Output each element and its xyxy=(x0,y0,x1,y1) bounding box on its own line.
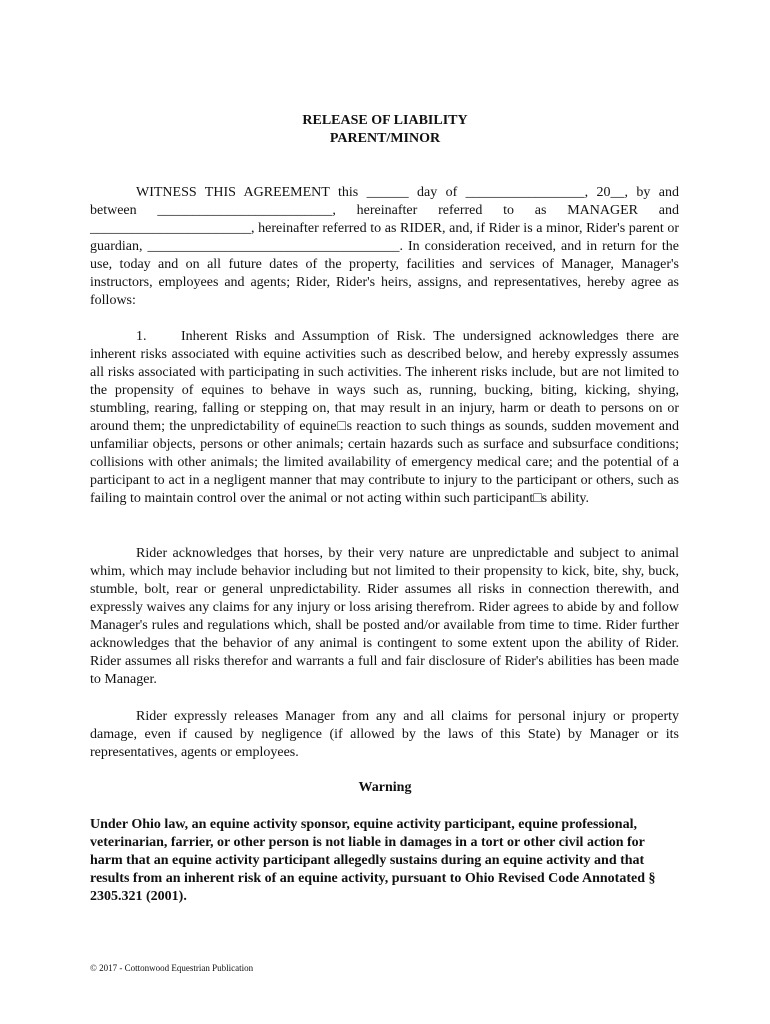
agreement-intro-paragraph: WITNESS THIS AGREEMENT this ______ day of _________________, 20__, by and between _________________________, hereinafter referred to as MANAGER and _______________________, hereinafter referred to as RIDER, and, if Rider is a minor, Rider's parent or guardian, ____________________________________. In consideration received, and in return for the use, today and on all future dates of the property, facilities and services of Manager, Manager's instructors, employees and agents; Rider, Rider's heirs, assigns, and representatives, hereby agree as follows: xyxy=(90,185,679,308)
warning-heading: Warning xyxy=(358,780,412,795)
paragraph-number: 1. xyxy=(136,329,147,344)
inherent-risks-text: Inherent Risks and Assumption of Risk. The undersigned acknowledges there are inherent risks associated with equine activities such as described below, and hereby expressly assumes all risks associated with participating in such activities. The inherent risks include, but are not limited to the propensity of equines to behave in ways such as, running, bucking, biting, kicking, shying, stumbling, rearing, falling or stepping on, that may result in an injury, harm or death to persons on or around them; the unpredictability of equine□s reaction to such things as sounds, sudden movement and unfamiliar objects, persons or other animals; certain hazards such as surface and subsurface conditions; collisions with other animals; the limited availability of emergency medical care; and the potential of a participant to act in a negligent manner that may contribute to injury to the participant or others, such as failing to maintain control over the animal or not acting within such participant□s ability. xyxy=(90,329,679,506)
inherent-risks-paragraph xyxy=(90,328,679,508)
document-subtitle: PARENT/MINOR xyxy=(329,131,441,146)
release-paragraph: Rider expressly releases Manager from any and all claims for personal injury or property damage, even if caused by negligence (if allowed by the laws of this State) by Manager or its representatives, agents or employees. xyxy=(90,709,679,760)
warning-statement: Under Ohio law, an equine activity sponsor, equine activity participant, equine professional, veterinarian, farrier, or other person is not liable in damages in a tort or other civil action for harm that an equine activity participant allegedly sustains during an equine activity and that results from an inherent risk of an equine activity, pursuant to Ohio Revised Code Annotated § 2305.321 (2001). xyxy=(90,817,656,904)
copyright-footer: © 2017 - Cottonwood Equestrian Publication xyxy=(90,963,254,973)
document-title: RELEASE OF LIABILITY xyxy=(302,113,468,128)
rider-acknowledgement-paragraph: Rider acknowledges that horses, by their very nature are unpredictable and subject to animal whim, which may include behavior including but not limited to their propensity to kick, bite, shy, buck, stumble, bolt, rear or general unpredictability. Rider assumes all risks in connection therewith, and expressly waives any claims for any injury or loss arising therefrom. Rider agrees to abide by and follow Manager's rules and regulations which, shall be posted and/or available from time to time. Rider further acknowledges that the behavior of any animal is contingent to some extent upon the ability of Rider. Rider assumes all risks therefor and warrants a full and fair disclosure of Rider's abilities has been made to Manager. xyxy=(90,546,679,687)
